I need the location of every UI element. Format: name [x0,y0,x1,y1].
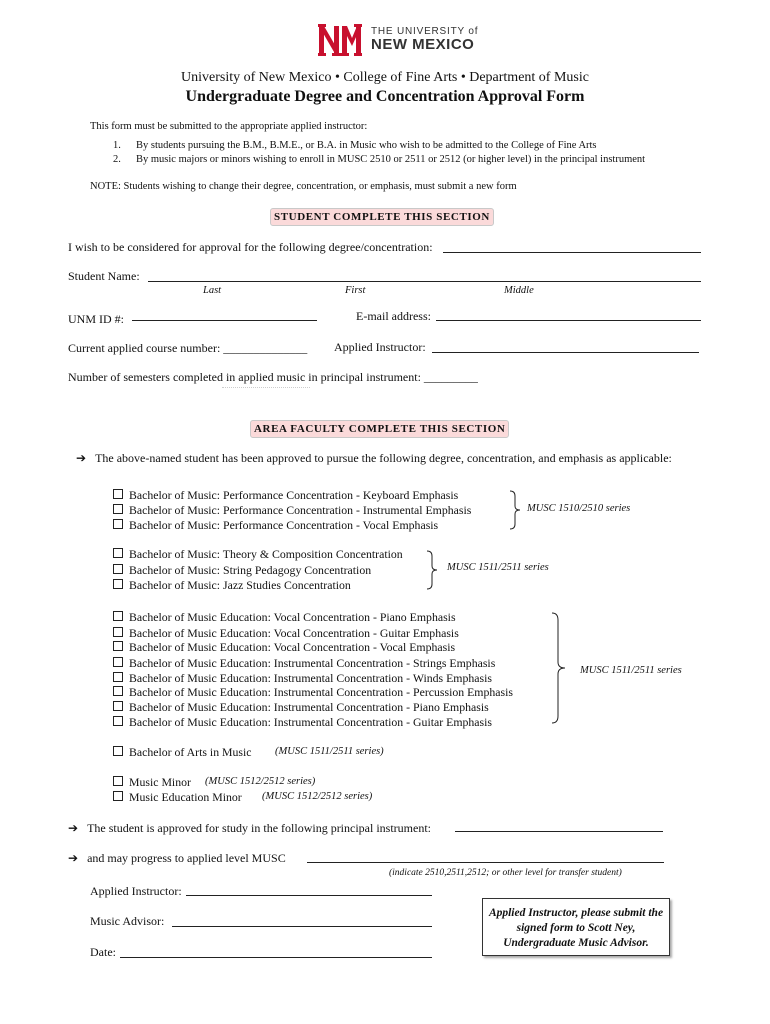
student-name-field[interactable] [148,281,701,282]
option-label: Bachelor of Music: Jazz Studies Concentration [129,578,351,592]
series-note: MUSC 1511/2511 series [580,665,682,676]
arrow-right-icon: ➔ [68,821,79,835]
brace-icon [425,550,439,590]
option-label: Music Minor [129,775,191,789]
checkbox-icon [113,641,123,651]
note-line: Applied Instructor, please submit the [488,907,664,919]
checkbox-icon [113,489,123,499]
series-note: (MUSC 1511/2511 series) [275,746,384,757]
series-note: (MUSC 1512/2512 series) [205,776,316,787]
option-label: Bachelor of Music Education: Vocal Concentration - Guitar Emphasis [129,626,459,640]
checkbox-icon [113,716,123,726]
email-label: E-mail address: [356,309,431,323]
arrow-right-icon: ➔ [76,451,87,465]
option-checkbox[interactable] [113,547,403,562]
checkbox-icon [113,686,123,696]
instrument-label: The student is approved for study in the following principal instrument: [87,821,432,835]
brace-icon [508,490,522,530]
checkbox-icon [113,701,123,711]
checkbox-icon [113,548,123,558]
checkbox-icon [113,657,123,667]
option-checkbox[interactable] [113,488,458,503]
intro-item-text: By music majors or minors wishing to enroll in MUSC 2510 or 2511 or 2512 (or higher level) in the principal instrument [136,154,646,165]
arrow-right-icon: ➔ [68,851,79,865]
option-label: Bachelor of Music: Performance Concentration - Vocal Emphasis [129,518,439,532]
option-label: Bachelor of Music: Theory & Composition Concentration [129,547,403,561]
date-label: Date: [90,945,116,959]
note-line: Undergraduate Music Advisor. [503,937,649,949]
divider [222,387,310,388]
option-label: Bachelor of Music Education: Instrumental Concentration - Piano Emphasis [129,700,489,714]
option-label: Bachelor of Music Education: Instrumental Concentration - Guitar Emphasis [129,715,492,729]
checkbox-icon [113,611,123,621]
option-checkbox[interactable] [113,715,492,730]
semesters-label[interactable]: Number of semesters completed in applied music in principal instrument: _________ [68,370,478,384]
email-field[interactable] [436,320,701,321]
checkbox-icon [113,746,123,756]
music-advisor-field[interactable] [172,926,432,927]
option-checkbox[interactable] [113,745,252,760]
instrument-field[interactable] [455,831,663,832]
checkbox-icon [113,672,123,682]
option-label: Bachelor of Music Education: Instrumental Concentration - Percussion Emphasis [129,685,513,699]
option-label: Bachelor of Music Education: Vocal Concentration - Piano Emphasis [129,610,456,624]
series-note: (MUSC 1512/2512 series) [262,791,373,802]
checkbox-icon [113,627,123,637]
option-checkbox[interactable] [113,610,456,625]
option-checkbox[interactable] [113,790,242,805]
course-number-label[interactable]: Current applied course number: ______________ [68,341,308,355]
option-checkbox[interactable] [113,578,351,593]
option-checkbox[interactable] [113,503,471,518]
progress-label: and may progress to applied level MUSC [87,851,286,865]
name-part-last: Last [203,285,222,296]
option-label: Music Education Minor [129,790,242,804]
logo-text-big: NEW MEXICO [371,36,475,53]
music-advisor-label: Music Advisor: [90,914,165,928]
name-part-first: First [345,285,366,296]
submission-note-box [482,898,670,956]
page-title: Undergraduate Degree and Concentration Approval Form [185,88,585,105]
checkbox-icon [113,519,123,529]
option-label: Bachelor of Music: Performance Concentration - Instrumental Emphasis [129,503,472,517]
degree-label: I wish to be considered for approval for the following degree/concentration: [68,240,433,254]
student-name-label: Student Name: [68,269,140,283]
series-note: MUSC 1511/2511 series [447,562,549,573]
applied-instructor-label: Applied Instructor: [334,340,426,354]
applied-instructor-signature-label: Applied Instructor: [90,884,182,898]
series-note: MUSC 1510/2510 series [527,503,631,514]
date-field[interactable] [120,957,432,958]
option-label: Bachelor of Music Education: Vocal Concentration - Vocal Emphasis [129,640,456,654]
option-checkbox[interactable] [113,700,489,715]
intro-item-text: By students pursuing the B.M., B.M.E., or B.A. in Music who wish to be admitted to the College of Fine Arts [136,140,597,151]
intro-item-number: 2. [113,154,121,165]
option-checkbox[interactable] [113,518,438,533]
option-label: Bachelor of Music: String Pedagogy Concentration [129,563,372,577]
unm-id-label: UNM ID #: [68,312,124,326]
checkbox-icon [113,579,123,589]
logo-text-small: THE UNIVERSITY of [371,26,479,37]
unm-logo-icon [318,24,362,56]
name-part-middle: Middle [504,285,534,296]
option-checkbox[interactable] [113,671,492,686]
option-checkbox[interactable] [113,656,495,671]
brace-icon [550,612,568,724]
degree-field[interactable] [443,252,701,253]
option-label: Bachelor of Music Education: Instrumental Concentration - Strings Emphasis [129,656,496,670]
page-subtitle: University of New Mexico • College of Fine Arts • Department of Music [181,70,589,85]
approved-statement: The above-named student has been approved to pursue the following degree, concentration, and emphasis as applicable: [95,451,672,465]
applied-instructor-signature-field[interactable] [186,895,432,896]
option-checkbox[interactable] [113,685,513,700]
faculty-section-heading: AREA FACULTY COMPLETE THIS SECTION [250,420,509,438]
option-label: Bachelor of Arts in Music [129,745,252,759]
option-checkbox[interactable] [113,626,459,641]
checkbox-icon [113,791,123,801]
checkbox-icon [113,776,123,786]
option-label: Bachelor of Music Education: Instrumental Concentration - Winds Emphasis [129,671,492,685]
option-checkbox[interactable] [113,640,455,655]
intro-note: NOTE: Students wishing to change their degree, concentration, or emphasis, must submit a new form [90,181,517,192]
intro-item-number: 1. [113,140,121,151]
option-checkbox[interactable] [113,563,371,578]
unm-id-field[interactable] [132,320,317,321]
progress-hint: (indicate 2510,2511,2512; or other level for transfer student) [389,868,622,878]
checkbox-icon [113,564,123,574]
option-label: Bachelor of Music: Performance Concentration - Keyboard Emphasis [129,488,459,502]
progress-level-field[interactable] [307,862,664,863]
applied-instructor-field[interactable] [432,352,699,353]
checkbox-icon [113,504,123,514]
intro-lead: This form must be submitted to the appropriate applied instructor: [90,121,368,132]
student-section-heading: STUDENT COMPLETE THIS SECTION [270,208,494,226]
option-checkbox[interactable] [113,775,191,790]
note-line: signed form to Scott Ney, [516,922,636,934]
